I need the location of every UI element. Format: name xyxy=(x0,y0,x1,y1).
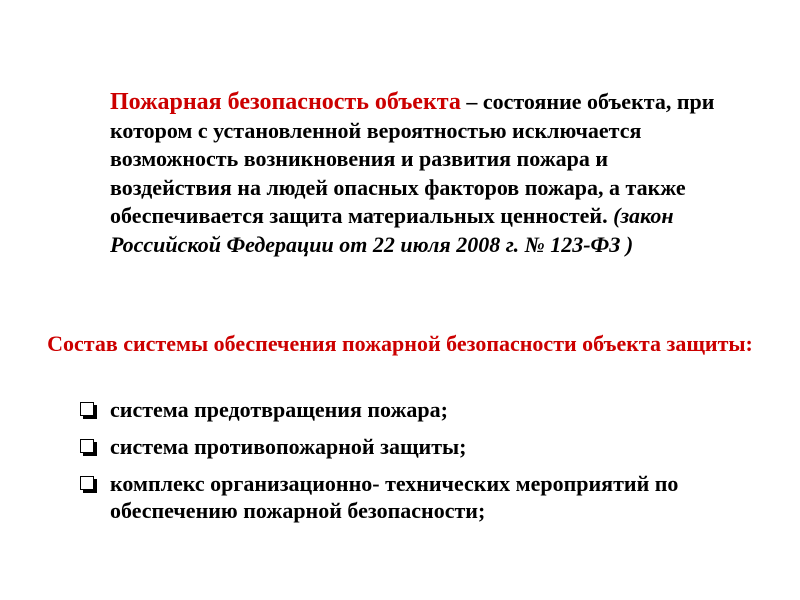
checkbox-icon xyxy=(80,476,94,490)
bullet-list xyxy=(78,396,728,534)
list-item xyxy=(78,396,728,423)
definition-term: Пожарная безопасность объекта xyxy=(110,89,461,115)
list-item-text: система предотвращения пожара; xyxy=(110,397,448,422)
checkbox-icon xyxy=(80,439,94,453)
list-item-text: комплекс организационно- технических мероприятий по обеспечению пожарной безопасности; xyxy=(110,471,679,523)
list-item xyxy=(78,470,728,524)
section-heading: Состав системы обеспечения пожарной безопасности объекта защиты: xyxy=(47,331,753,356)
list-item-text: система противопожарной защиты; xyxy=(110,434,467,459)
law-citation: (закон Российской Федерации от 22 июля 2008 г. № 123-ФЗ ) xyxy=(110,203,674,257)
definition-body: – состояние объекта, при котором с установленной вероятностью исключается возможность возникновения и развития пожара и воздействия на людей опасных факторов пожара, а также обеспечивается защита материальных ценностей. xyxy=(110,89,715,229)
checkbox-icon xyxy=(80,402,94,416)
definition-paragraph xyxy=(110,88,730,260)
list-item xyxy=(78,433,728,460)
